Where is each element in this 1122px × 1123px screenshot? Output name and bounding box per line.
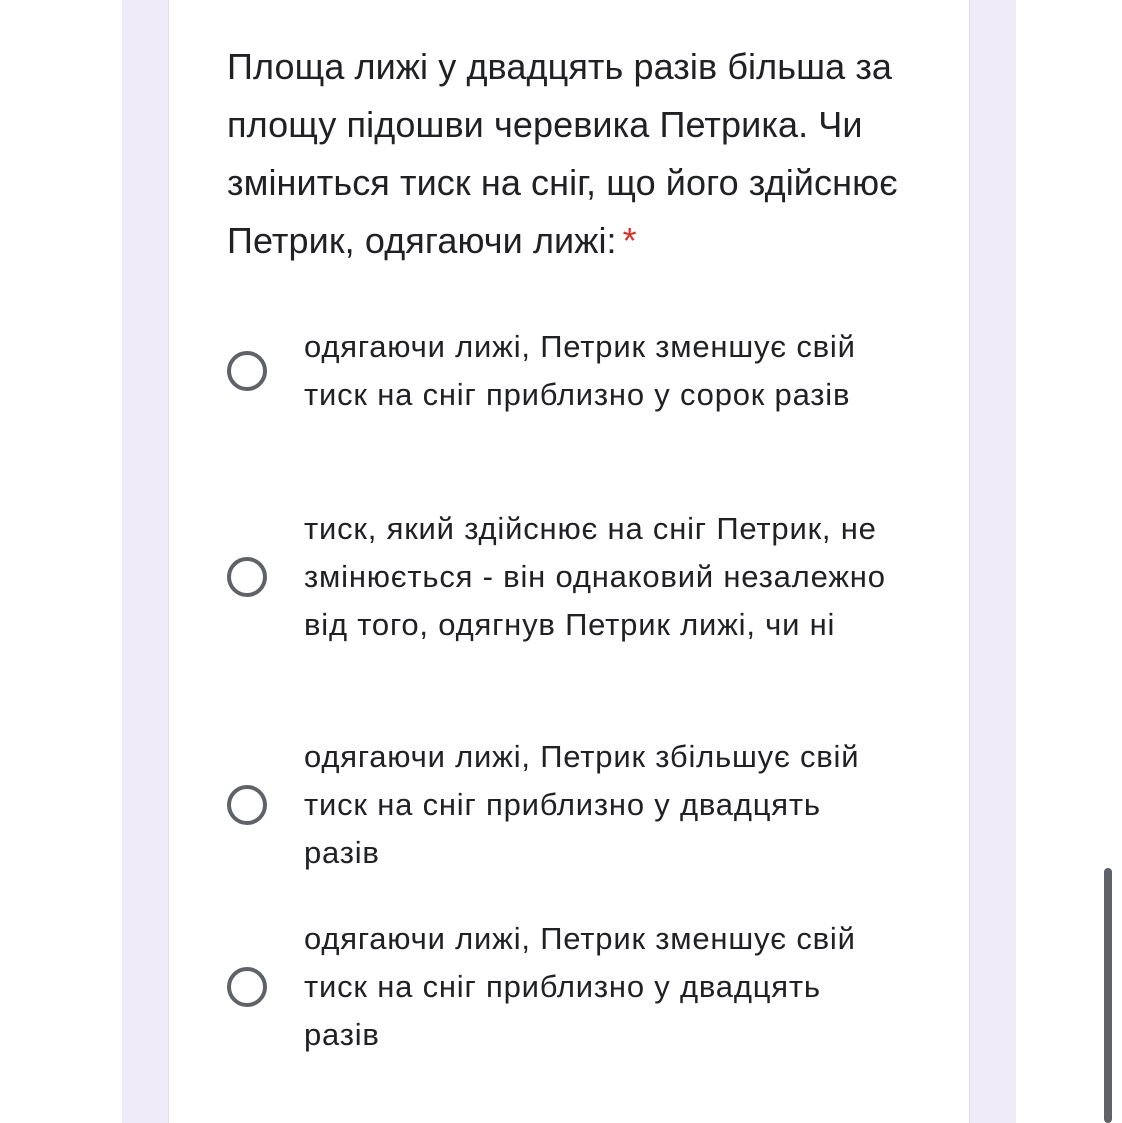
radio-option-3[interactable] [227, 733, 917, 877]
radio-option-2[interactable] [227, 505, 917, 649]
radio-option-1[interactable] [227, 323, 917, 419]
option-label: одягаючи лижі, Петрик зменшує свій тиск на сніг приблизно у двадцять разів [304, 921, 856, 1052]
question-title [227, 38, 927, 270]
option-label: одягаючи лижі, Петрик збільшує свій тиск на сніг приблизно у двадцять разів [304, 739, 860, 870]
radio-button-icon[interactable] [227, 785, 267, 825]
required-asterisk: * [622, 220, 637, 261]
radio-button-icon[interactable] [227, 557, 267, 597]
radio-button-icon[interactable] [227, 351, 267, 391]
scrollbar-thumb[interactable] [1104, 868, 1112, 1123]
radio-button-icon[interactable] [227, 967, 267, 1007]
question-text: Площа лижі у двадцять разів більша за площу підошви черевика Петрика. Чи зміниться тиск на сніг, що його здійснює Петрик, одягаючи лижі: [227, 46, 898, 261]
question-card [168, 0, 970, 1123]
radio-option-4[interactable] [227, 915, 917, 1059]
option-label: тиск, який здійснює на сніг Петрик, не змінюється - він однаковий незалежно від того, одягнув Петрик лижі, чи ні [304, 511, 886, 642]
option-label: одягаючи лижі, Петрик зменшує свій тиск на сніг приблизно у сорок разів [304, 329, 856, 412]
